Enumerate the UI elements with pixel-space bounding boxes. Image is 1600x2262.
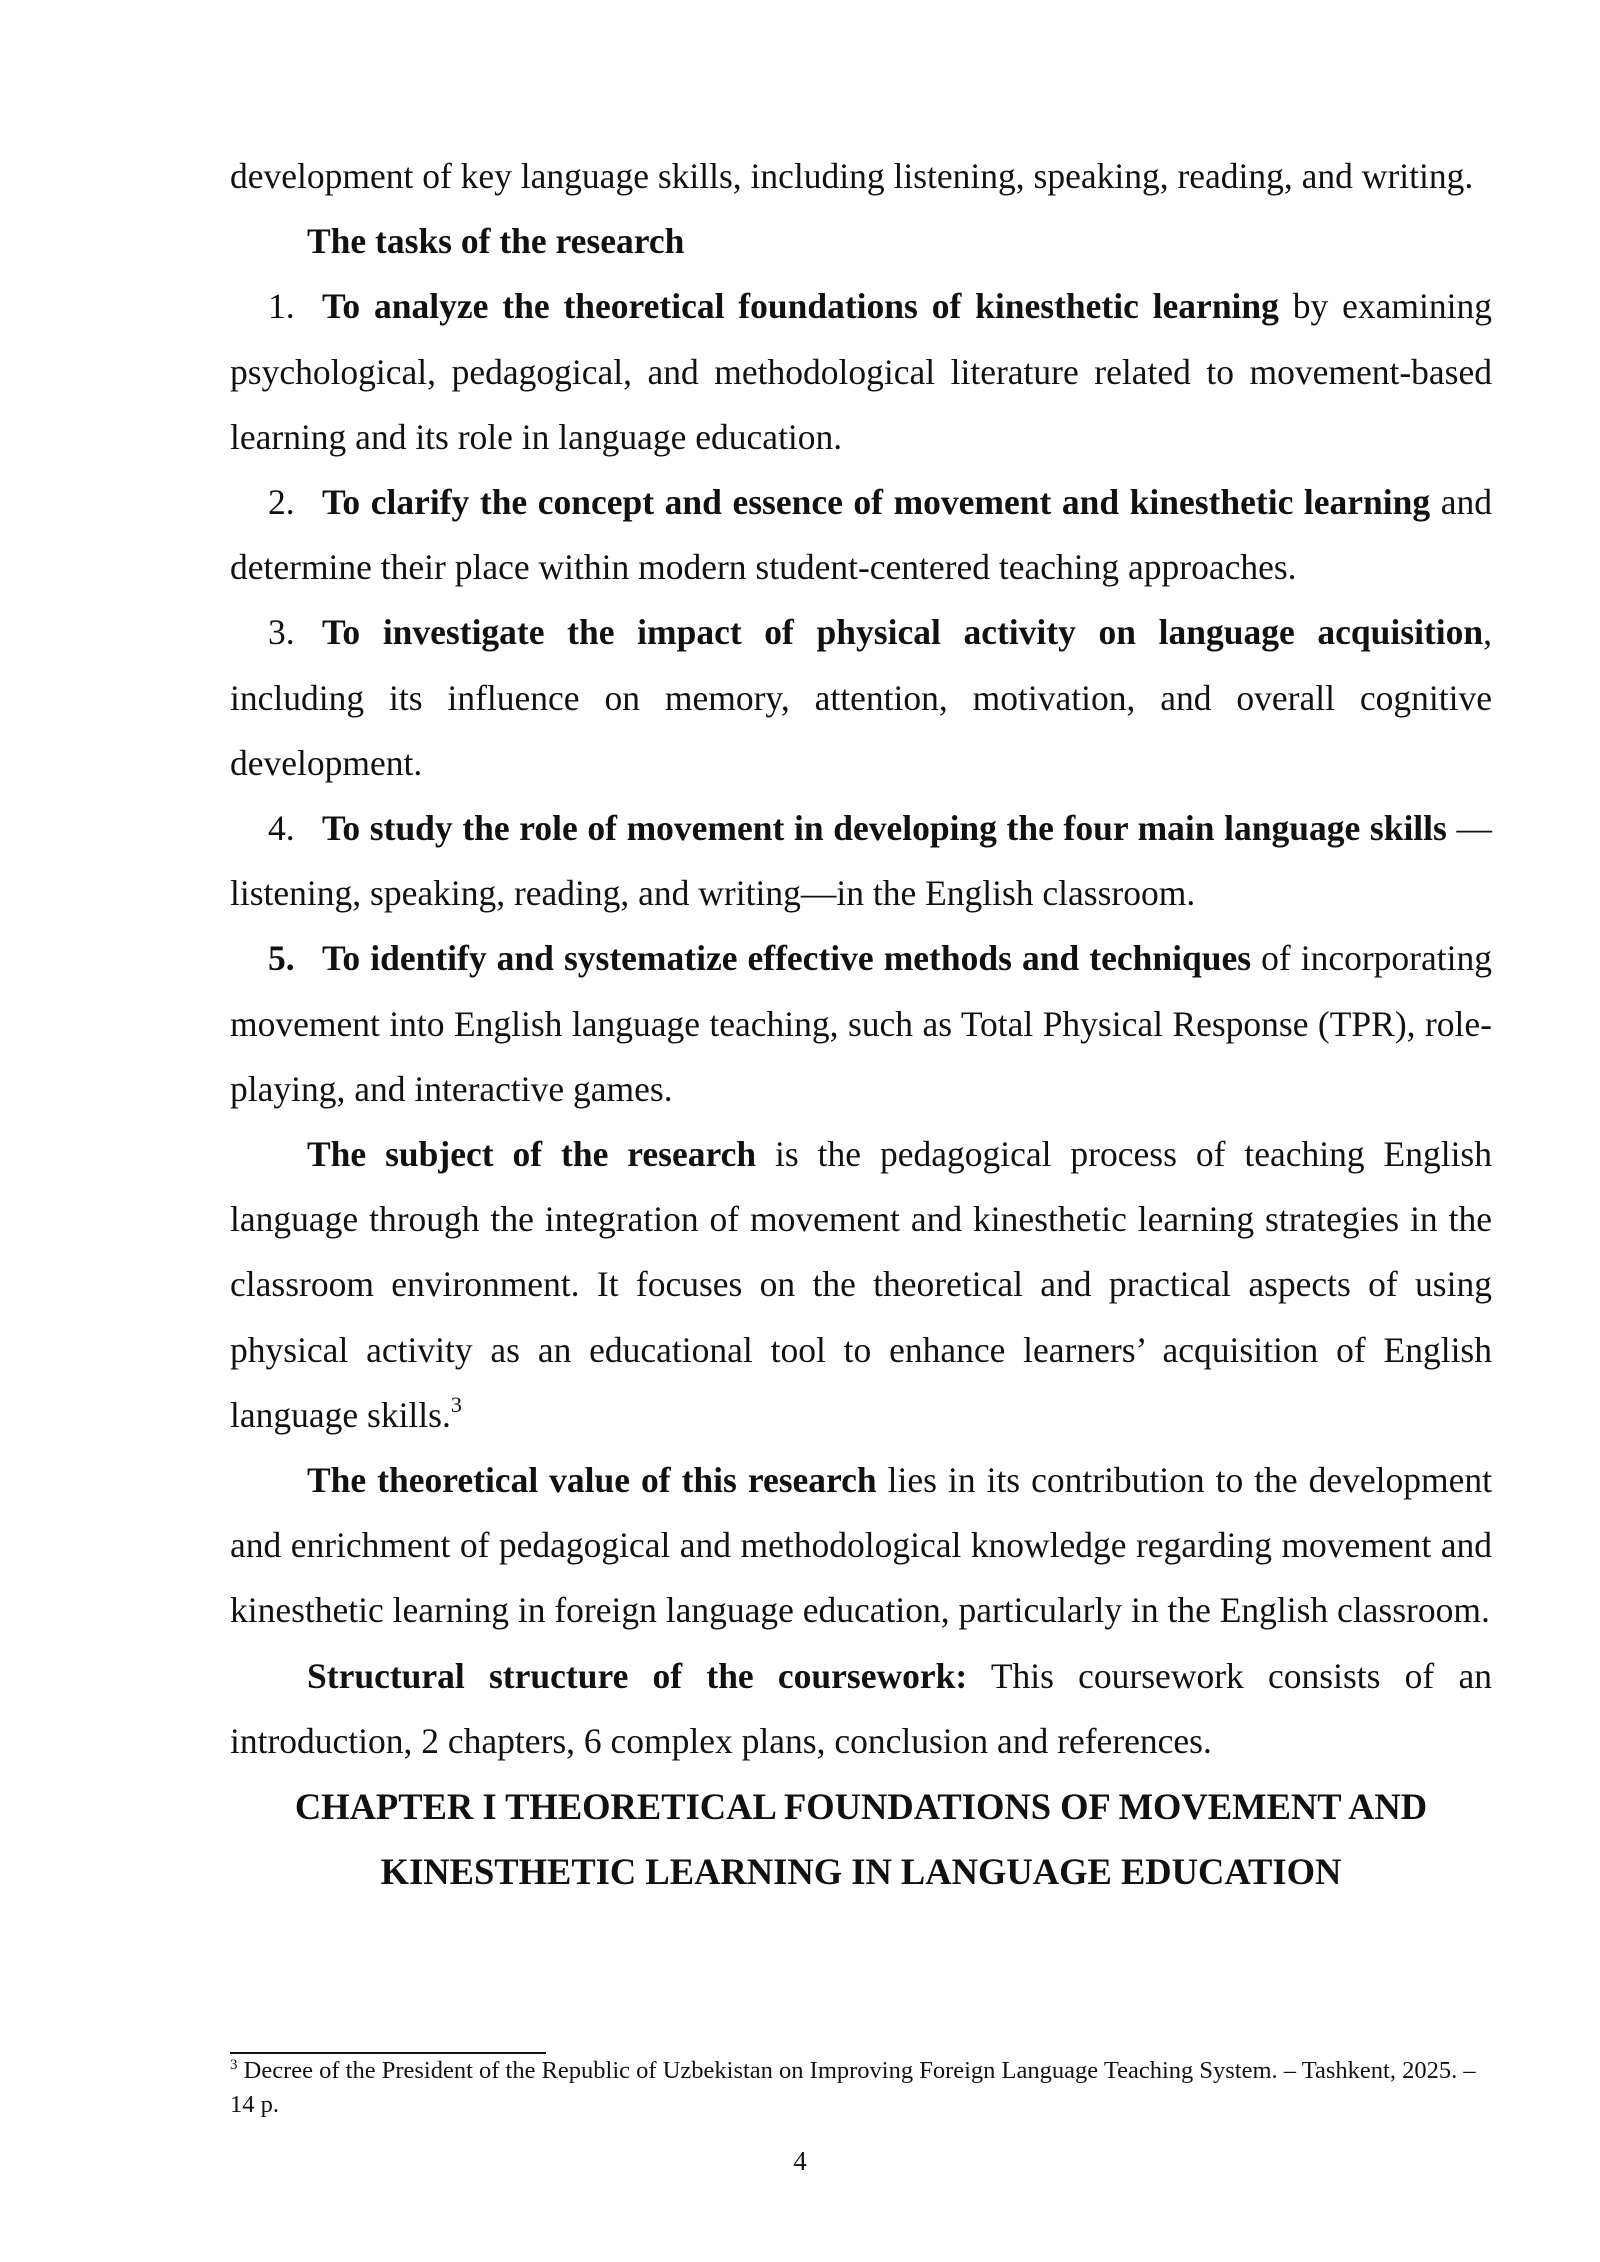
chapter-heading-line-1: CHAPTER I THEORETICAL FOUNDATIONS OF MOVEMENT AND [294, 1786, 1428, 1828]
task-item-1 [230, 274, 1492, 470]
task-item-3 [230, 600, 1492, 796]
task-number: 3. [268, 612, 295, 653]
subject-text: is the pedagogical process of teaching English language through the integration of movement and kinesthetic learning strategies in the classroom environment. It focuses on the theoretical and practical aspects of using physical activity as an educational tool to enhance learners’ acquisition of English language skills. [230, 1134, 1493, 1435]
intro-continuation: development of key language skills, including listening, speaking, reading, and writing. [230, 156, 1474, 196]
task-text: of incorporating movement into English language teaching, such as Total Physical Response (TPR), role-playing, and interactive games. [230, 938, 1492, 1109]
task-text: by examining psychological, pedagogical, and methodological literature related to movement-based learning and its role in language education. [230, 286, 1492, 457]
task-text: and determine their place within modern student-centered teaching approaches. [230, 482, 1492, 588]
task-title: To identify and systematize effective methods and techniques [322, 938, 1252, 979]
footnote-reference[interactable]: 3 [450, 1392, 462, 1418]
task-title: To investigate the impact of physical activity on language acquisition [322, 612, 1484, 653]
footnote [230, 2054, 1492, 2121]
task-item-4 [230, 796, 1492, 926]
subject-paragraph [230, 1122, 1492, 1448]
subject-lead: The subject of the research [307, 1134, 757, 1175]
footnote-text: Decree of the President of the Republic of Uzbekistan on Improving Foreign Language Teaching System. – Tashkent, 2025. – 14 p. [230, 2057, 1476, 2118]
theoretical-value-text: lies in its contribution to the development and enrichment of pedagogical and methodological knowledge regarding movement and kinesthetic learning in foreign language education, particularly in the English classroom. [230, 1460, 1492, 1631]
task-item-5 [230, 926, 1492, 1122]
structure-lead: Structural structure of the coursework: [307, 1655, 968, 1696]
body-text [230, 144, 1492, 1904]
tasks-heading: The tasks of the research [307, 221, 685, 262]
chapter-heading [230, 1774, 1492, 1904]
chapter-heading-line-2: KINESTHETIC LEARNING IN LANGUAGE EDUCATION [380, 1851, 1342, 1893]
task-title: To analyze the theoretical foundations of kinesthetic learning [322, 286, 1279, 327]
structure-text: This coursework consists of an introduction, 2 chapters, 6 complex plans, conclusion and references. [230, 1655, 1492, 1761]
task-number: 4. [268, 808, 295, 849]
page-number: 4 [793, 2146, 807, 2176]
task-title: To study the role of movement in developing the four main language skills [322, 808, 1447, 849]
footnote-marker: 3 [230, 2056, 238, 2073]
task-number: 5. [268, 938, 295, 979]
theoretical-value-lead: The theoretical value of this research [307, 1460, 877, 1501]
task-item-2 [230, 470, 1492, 600]
theoretical-value-paragraph [230, 1448, 1492, 1644]
structure-paragraph [230, 1644, 1492, 1774]
task-text: —listening, speaking, reading, and writing—in the English classroom. [230, 808, 1492, 914]
task-number: 2. [268, 482, 295, 523]
task-number: 1. [268, 286, 295, 327]
task-title: To clarify the concept and essence of movement and kinesthetic learning [322, 482, 1431, 523]
task-text: , including its influence on memory, attention, motivation, and overall cognitive development. [230, 612, 1492, 783]
